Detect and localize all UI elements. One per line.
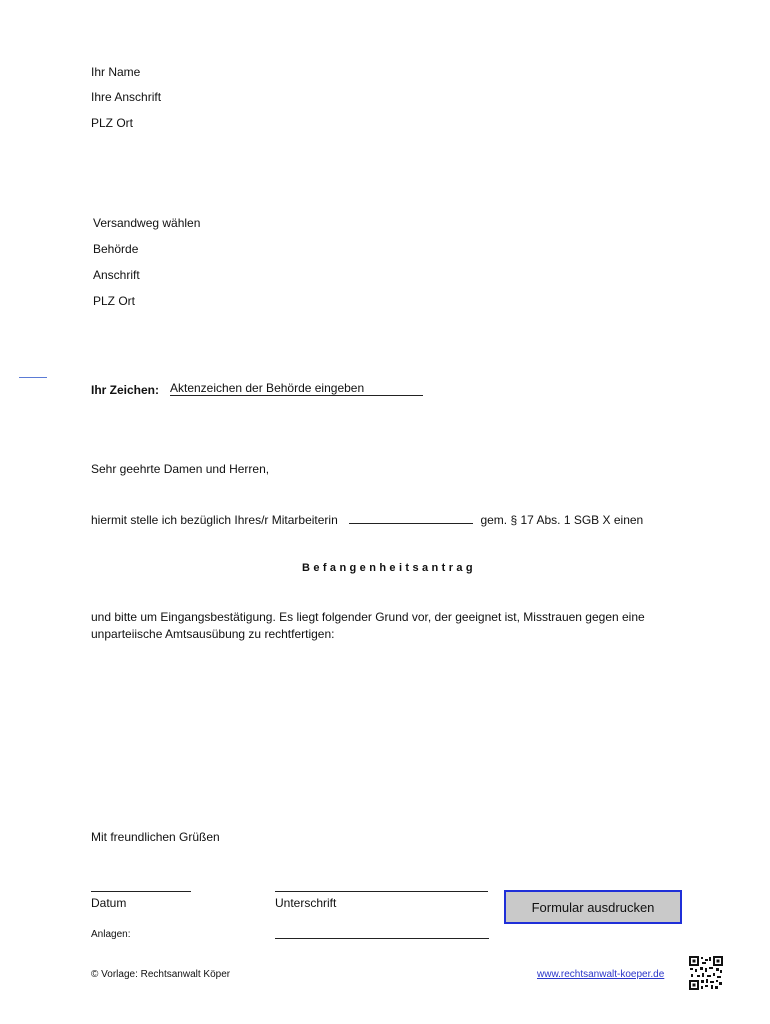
attachments-label: Anlagen: bbox=[91, 929, 131, 940]
attachments-line[interactable] bbox=[275, 938, 489, 939]
qr-code-icon bbox=[689, 956, 723, 993]
sender-address-field[interactable]: Ihre Anschrift bbox=[91, 90, 162, 104]
print-form-button-label: Formular ausdrucken bbox=[531, 899, 655, 915]
intro-before-text: hiermit stelle ich bezüglich Ihres/r Mitarbeiterin bbox=[91, 513, 338, 527]
print-form-button[interactable] bbox=[504, 890, 682, 924]
recipient-address-field[interactable]: Anschrift bbox=[93, 268, 140, 282]
reason-text-area[interactable] bbox=[91, 648, 691, 818]
date-label: Datum bbox=[91, 896, 127, 910]
authority-field[interactable]: Behörde bbox=[93, 242, 139, 256]
dispatch-select[interactable]: Versandweg wählen bbox=[93, 216, 201, 230]
signature-label: Unterschrift bbox=[275, 896, 337, 910]
reference-label: Ihr Zeichen: bbox=[91, 383, 160, 397]
sender-city-field[interactable]: PLZ Ort bbox=[91, 116, 134, 130]
reference-value: Aktenzeichen der Behörde eingeben bbox=[170, 381, 365, 395]
date-line[interactable] bbox=[91, 891, 191, 892]
intro-line bbox=[91, 512, 643, 527]
salutation: Sehr geehrte Damen und Herren, bbox=[91, 462, 270, 476]
intro-after-text: gem. § 17 Abs. 1 SGB X einen bbox=[480, 513, 644, 527]
website-link[interactable]: www.rechtsanwalt-koeper.de bbox=[537, 969, 665, 980]
signature-line[interactable] bbox=[275, 891, 488, 892]
margin-mark bbox=[19, 377, 47, 378]
body-line-2: unparteiische Amtsausübung zu rechtfertigen: bbox=[91, 627, 335, 641]
copyright-text: © Vorlage: Rechtsanwalt Köper bbox=[91, 969, 231, 980]
reference-field[interactable] bbox=[170, 381, 423, 396]
sender-name-field[interactable]: Ihr Name bbox=[91, 65, 141, 79]
document-heading: Befangenheitsantrag bbox=[302, 562, 477, 574]
recipient-city-field[interactable]: PLZ Ort bbox=[93, 294, 136, 308]
closing-text: Mit freundlichen Grüßen bbox=[91, 830, 220, 844]
body-line-1: und bitte um Eingangsbestätigung. Es liegt folgender Grund vor, der geeignet ist, Misstrauen gegen eine bbox=[91, 610, 645, 624]
employee-name-field[interactable] bbox=[349, 512, 473, 524]
